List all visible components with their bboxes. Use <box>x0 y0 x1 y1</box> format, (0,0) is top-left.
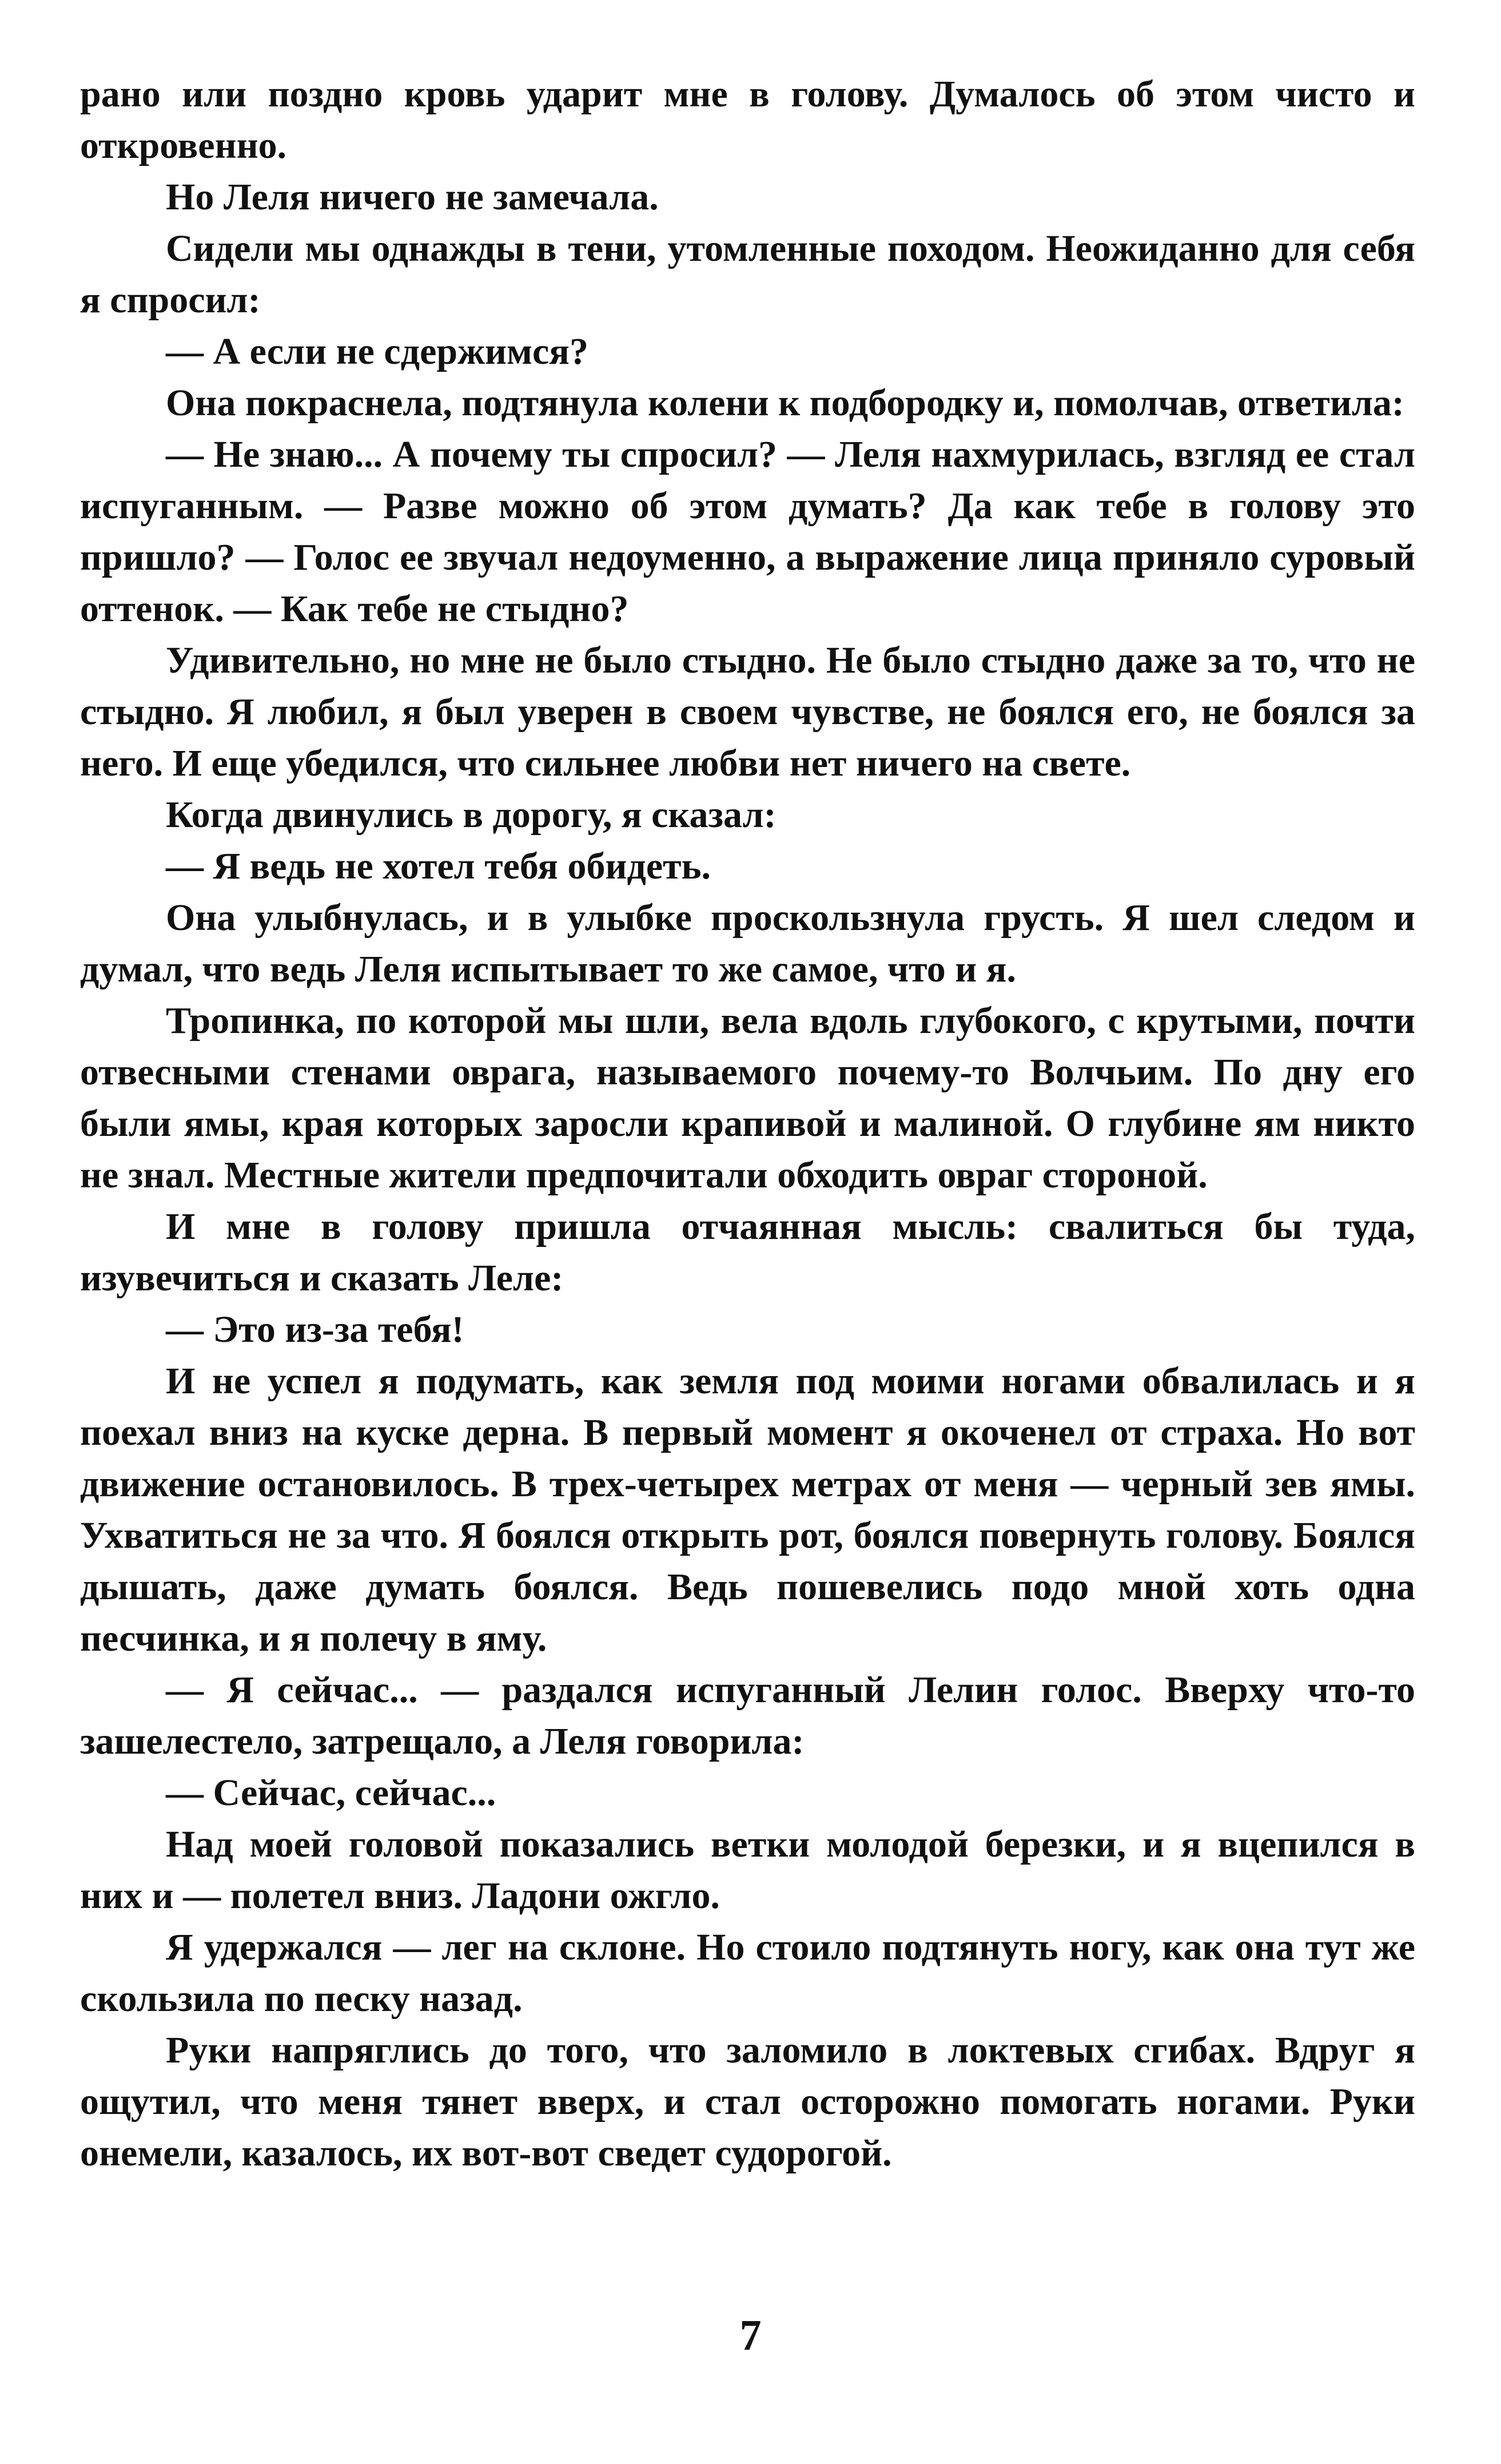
paragraph: Она покраснела, подтянула колени к подбородку и, помолчав, ответила: <box>166 382 1404 424</box>
paragraph: И не успел я подумать, как земля под моими ногами обвалилась и я поехал вниз на куске дерна. В первый момент я окоченел от страха. Но вот движение остановилось. В трех-четырех метрах от меня — черный зев ямы. Ухватиться не за что. Я боялся открыть рот, боялся повернуть голову. Боялся дышать, даже думать боялся. Ведь пошевелись подо мной хоть одна песчинка, и я полечу в яму. <box>80 1360 1415 1659</box>
paragraph: И мне в голову пришла отчаянная мысль: свалиться бы туда, изувечиться и сказать Леле: <box>80 1206 1415 1299</box>
paragraph: — Сейчас, сейчас... <box>166 1772 496 1814</box>
paragraph: Сидели мы однажды в тени, утомленные походом. Неожиданно для себя я спросил: <box>80 228 1415 321</box>
paragraph: Она улыбнулась, и в улыбке проскользнула грусть. Я шел следом и думал, что ведь Леля испытывает то же самое, что и я. <box>80 897 1415 990</box>
paragraph: Но Леля ничего не замечала. <box>166 176 659 218</box>
paragraph: Руки напряглись до того, что заломило в локтевых сгибах. Вдруг я ощутил, что меня тянет вверх, и стал осторожно помогать ногами. Руки онемели, казалось, их вот-вот сведет судорогой. <box>80 2029 1415 2174</box>
paragraph: — Не знаю... А почему ты спросил? — Леля нахмурилась, взгляд ее стал испуганным. — Разве можно об этом думать? Да как тебе в голову это пришло? — Голос ее звучал недоуменно, а выражение лица приняло суровый оттенок. — Как тебе не стыдно? <box>80 434 1415 630</box>
page-number: 7 <box>739 2311 762 2359</box>
paragraph: Над моей головой показались ветки молодой березки, и я вцепился в них и — полетел вниз. Ладони ожгло. <box>80 1823 1415 1917</box>
paragraph: — Это из-за тебя! <box>166 1309 464 1350</box>
paragraph: рано или поздно кровь ударит мне в голову. Думалось об этом чисто и откровенно. <box>80 73 1415 166</box>
paragraph: — А если не сдержимся? <box>166 331 588 372</box>
paragraph: Тропинка, по которой мы шли, вела вдоль глубокого, с крутыми, почти отвесными стенами оврага, называемого почему-то Волчьим. По дну его были ямы, края которых заросли крапивой и малиной. О глубине ям никто не знал. Местные жители предпочитали обходить овраг стороной. <box>80 1000 1415 1196</box>
body-text <box>80 69 1415 2179</box>
paragraph: — Я ведь не хотел тебя обидеть. <box>166 845 711 887</box>
paragraph: — Я сейчас... — раздался испуганный Лелин голос. Вверху что-то зашелестело, затрещало, а Леля говорила: <box>80 1669 1415 1762</box>
paragraph: Я удержался — лег на склоне. Но стоило подтянуть ногу, как она тут же скользила по песку назад. <box>80 1926 1415 2020</box>
paragraph: Когда двинулись в дорогу, я сказал: <box>166 794 777 836</box>
paragraph: Удивительно, но мне не было стыдно. Не было стыдно даже за то, что не стыдно. Я любил, я был уверен в своем чувстве, не боялся его, не боялся за него. И еще убедился, что сильнее любви нет ничего на свете. <box>80 639 1415 784</box>
